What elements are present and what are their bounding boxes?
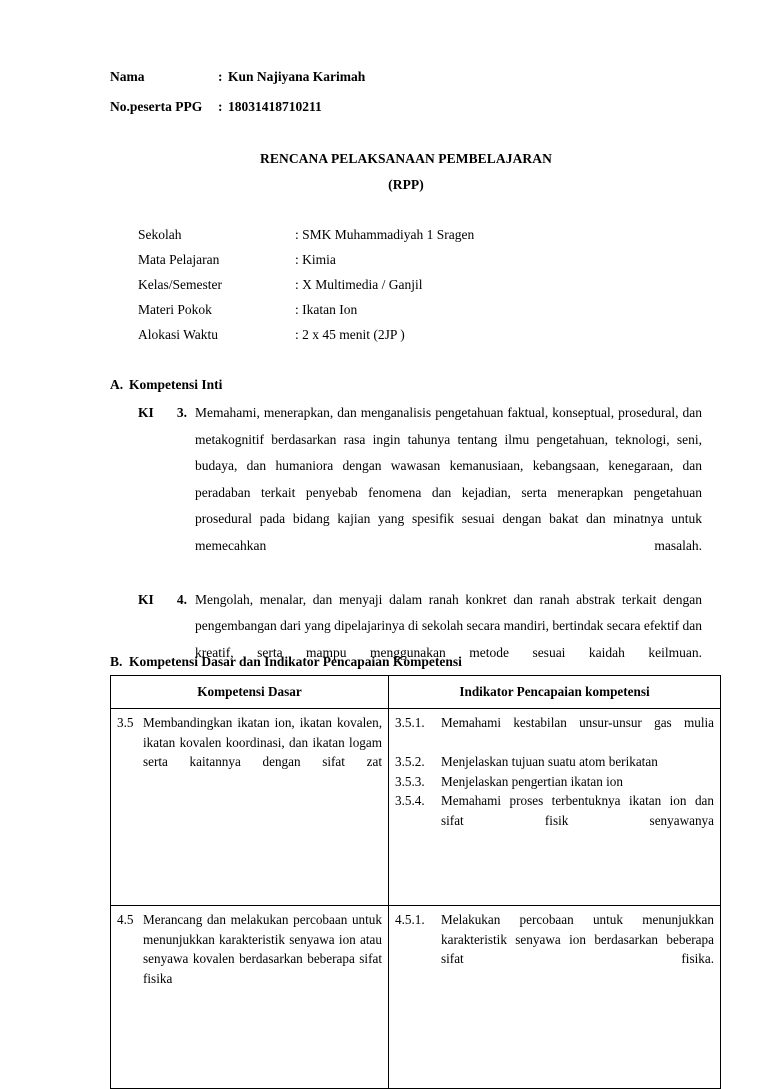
header-row-nama	[110, 62, 710, 92]
section-b-heading	[110, 651, 702, 673]
header-row-no-peserta	[110, 92, 710, 122]
ki-body-3: Memahami, menerapkan, dan menganalisis pengetahuan faktual, konseptual, prosedural, dan metakognitif berdasarkan rasa ingin tahunya tentang ilmu pengetahuan, teknologi, seni, budaya, dan humaniora dengan wawasan kemanusiaan, kebangsaan, kenegaraan, dan peradaban terkait penyebab fenomena dan kejadian, serta menerapkan pengetahuan prosedural pada bidang kajian yang spesifik sesuai dengan bakat dan minatnya untuk memecahkan masalah.	[195, 405, 702, 553]
indicator-number-354: 3.5.4.	[395, 793, 425, 808]
identity-value-materi-pokok: : Ikatan Ion	[295, 302, 358, 317]
indicator-entry-352	[395, 752, 714, 772]
identity-row-alokasi-waktu	[138, 322, 658, 347]
table-row	[111, 906, 721, 1089]
identity-value-kelas-semester: : X Multimedia / Ganjil	[295, 277, 423, 292]
identity-label-alokasi-waktu: Alokasi Waktu	[138, 327, 219, 342]
ki-tag-3-number: 3.	[176, 405, 187, 420]
indicator-number-451: 4.5.1.	[395, 912, 425, 927]
identity-label-kelas-semester: Kelas/Semester	[138, 277, 222, 292]
indicator-text-451: Melakukan percobaan untuk menunjukkan karakteristik senyawa ion berdasarkan beberapa sifat fisika.	[441, 912, 714, 966]
identity-value-sekolah: : SMK Muhammadiyah 1 Sragen	[295, 227, 475, 242]
kd-number-35: 3.5	[117, 715, 134, 730]
identity-label-mata-pelajaran: Mata Pelajaran	[138, 252, 220, 267]
header-colon-nama: :	[218, 69, 223, 84]
header-colon-no-peserta: :	[218, 99, 223, 114]
identity-label-sekolah: Sekolah	[138, 227, 182, 242]
indicator-entry-451	[395, 910, 714, 988]
table-row	[111, 709, 721, 906]
cell-spacer	[117, 791, 382, 899]
identity-row-kelas-semester	[138, 272, 658, 297]
section-kompetensi-inti	[110, 374, 702, 694]
cell-spacer	[395, 988, 714, 1082]
kd-text-35: Membandingkan ikatan ion, ikatan kovalen, ikatan kovalen koordinasi, dan ikatan logam serta kaitannya dengan sifat zat	[143, 715, 382, 769]
document-title	[110, 146, 702, 198]
ki-tag-3	[138, 400, 195, 586]
table-header-indikator: Indikator Pencapaian kompetensi	[389, 676, 721, 709]
indicator-number-352: 3.5.2.	[395, 754, 425, 769]
identity-value-mata-pelajaran: : Kimia	[295, 252, 336, 267]
ki-tag-4-number: 4.	[176, 591, 187, 607]
section-kompetensi-dasar	[110, 651, 702, 677]
document-header	[110, 62, 710, 122]
identity-label-materi-pokok: Materi Pokok	[138, 302, 212, 317]
indicator-entry-353	[395, 772, 714, 792]
table-cell-kd-45	[111, 906, 389, 1089]
table-header-kompetensi-dasar: Kompetensi Dasar	[111, 676, 389, 709]
kd-entry-45	[117, 910, 382, 1008]
indicator-text-353: Menjelaskan pengertian ikatan ion	[441, 773, 623, 789]
ki-tag-4-prefix: KI	[138, 591, 154, 607]
title-line-abbrev: (RPP)	[388, 177, 424, 192]
identity-row-sekolah	[138, 222, 658, 247]
indicator-text-352: Menjelaskan tujuan suatu atom berikatan	[441, 754, 658, 769]
kd-number-45: 4.5	[117, 912, 134, 927]
identity-row-materi-pokok	[138, 297, 658, 322]
table-header-row	[111, 676, 721, 709]
indicator-entry-354	[395, 791, 714, 850]
section-b-title: Kompetensi Dasar dan Indikator Pencapaian Kompetensi	[129, 654, 462, 669]
kd-text-45: Merancang dan melakukan percobaan untuk menunjukkan karakteristik senyawa ion atau senyawa kovalen berdasarkan beberapa sifat fisika	[143, 912, 382, 986]
section-a-letter: A.	[110, 377, 124, 392]
identity-block	[138, 222, 658, 347]
identity-row-mata-pelajaran	[138, 247, 658, 272]
section-b-letter: B.	[110, 654, 123, 669]
indicator-text-354: Memahami proses terbentuknya ikatan ion dan sifat fisik senyawanya	[441, 793, 714, 828]
ki-tag-3-prefix: KI	[138, 405, 154, 420]
ki-body-4: Mengolah, menalar, dan menyaji dalam ranah konkret dan ranah abstrak terkait dengan pengembangan dari yang dipelajarinya di sekolah secara mandiri, bertindak secara efektif dan kreatif, serta mampu menggunakan metode sesuai kaidah keilmuan.	[195, 591, 702, 660]
identity-value-alokasi-waktu: : 2 x 45 menit (2JP )	[295, 327, 405, 342]
section-a-title: Kompetensi Inti	[129, 377, 223, 392]
table-cell-indikator-35	[389, 709, 721, 906]
indicator-text-351: Memahami kestabilan unsur-unsur gas mulia	[441, 715, 714, 730]
table-cell-indikator-45	[389, 906, 721, 1089]
indicator-number-351: 3.5.1.	[395, 715, 425, 730]
section-a-heading	[110, 374, 702, 396]
title-line-main: RENCANA PELAKSANAAN PEMBELAJARAN	[260, 151, 552, 166]
ki-item-3	[138, 400, 702, 586]
header-value-nama: Kun Najiyana Karimah	[228, 69, 366, 84]
table-cell-kd-35	[111, 709, 389, 906]
header-label-no-peserta: No.peserta PPG	[110, 99, 203, 114]
indicator-entry-351	[395, 713, 714, 752]
kompetensi-table	[110, 675, 721, 1089]
indicator-number-353: 3.5.3.	[395, 773, 425, 789]
header-value-no-peserta: 18031418710211	[228, 99, 322, 114]
header-label-nama: Nama	[110, 69, 145, 84]
kd-entry-35	[117, 713, 382, 791]
